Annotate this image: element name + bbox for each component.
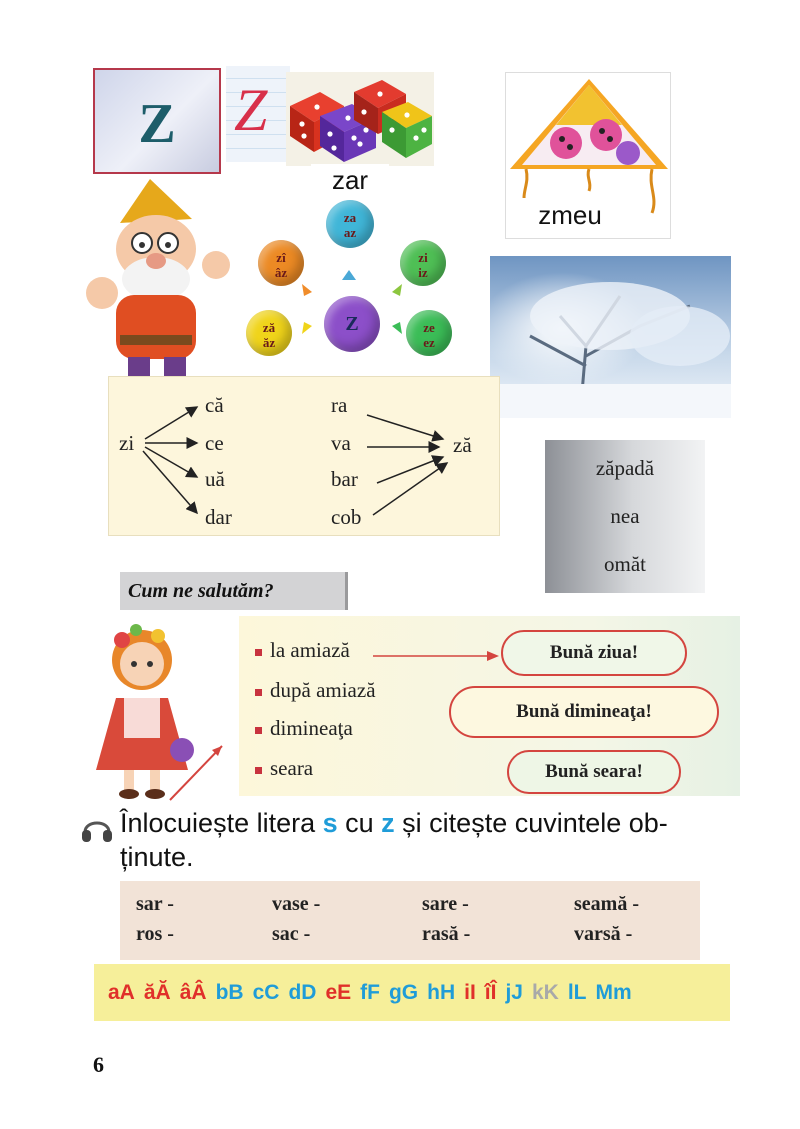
greeting-phrase: Bună seara! (507, 750, 681, 794)
alphabet-strip (94, 964, 730, 1021)
bullet-icon (255, 689, 262, 696)
alphabet-letter-pair: kK (531, 981, 559, 1004)
bullet-icon (255, 767, 262, 774)
greeting-time: după amiază (255, 678, 376, 703)
ending-word: că (205, 393, 224, 417)
exercise-word: varsă - (574, 923, 633, 945)
exercise-word-table (120, 881, 700, 960)
alphabet-letter-pair: fF (360, 981, 380, 1004)
word-building-table (108, 376, 500, 536)
alphabet-letter-pair: lL (567, 981, 587, 1004)
greeting-time: dimineaţa (255, 716, 353, 741)
alphabet-letter-pair: Mm (595, 981, 632, 1004)
headphones-icon (80, 812, 114, 844)
dice-image (286, 72, 434, 166)
greeting-phrase: Bună dimineaţa! (449, 686, 719, 738)
kite-caption: zmeu (520, 198, 620, 232)
letter-z: z (381, 808, 395, 838)
bullet-icon (255, 727, 262, 734)
girl-image (96, 620, 228, 802)
letter-card-letter: Z (138, 93, 176, 155)
alphabet-letter-pair: âÂ (179, 981, 207, 1004)
ending-word: ce (205, 431, 224, 455)
start-word: bar (331, 467, 358, 491)
root-word: zi (119, 431, 135, 455)
script-letter: Z (234, 77, 268, 143)
bullet-icon (255, 649, 262, 656)
exercise-word: sac - (272, 923, 311, 945)
greeting-time: seara (255, 756, 313, 781)
syllable-diagram (232, 198, 480, 382)
greeting-panel (239, 616, 740, 796)
gnome-image (80, 175, 235, 390)
synonym-word: omăt (604, 552, 646, 576)
alphabet-letter-pair: bB (215, 981, 244, 1004)
ending-word: dar (205, 505, 232, 529)
alphabet-letter-pair: hH (427, 981, 456, 1004)
exercise-instruction-continued: ținute. (120, 842, 194, 872)
syllable-center: Z (324, 296, 380, 352)
dice-caption: zar (311, 164, 389, 198)
alphabet-letter-pair: gG (388, 981, 419, 1004)
start-word: cob (331, 505, 362, 529)
letter-card (93, 68, 221, 174)
greeting-time: la amiază (255, 638, 350, 663)
ending-word: uă (205, 467, 225, 491)
syllable-bubble: ză ăz (246, 310, 292, 356)
exercise-word: vase - (272, 893, 321, 915)
alphabet-letter-pair: eE (325, 981, 352, 1004)
syllable-bubble: za az (326, 200, 374, 248)
start-word: va (331, 431, 351, 455)
syllable-bubble: zî âz (258, 240, 304, 286)
snow-synonyms-box (545, 440, 705, 593)
start-word: ra (331, 393, 348, 417)
alphabet-letter-pair: îÎ (484, 981, 497, 1004)
syllable-bubble: zi iz (400, 240, 446, 286)
alphabet-letter-pair: iI (464, 981, 476, 1004)
synonym-word: nea (610, 504, 640, 528)
exercise-word: ros - (136, 923, 174, 945)
alphabet-letter-pair: jJ (505, 981, 523, 1004)
root-word: ză (453, 433, 472, 457)
alphabet-letter-pair: aA (108, 981, 135, 1004)
synonym-word: zăpadă (595, 456, 655, 480)
letter-s: s (322, 808, 338, 838)
alphabet-letter-pair: ăĂ (143, 981, 171, 1004)
syllable-bubble: ze ez (406, 310, 452, 356)
alphabet-letter-pair: cC (252, 981, 280, 1004)
greeting-phrase: Bună ziua! (501, 630, 687, 676)
snowy-trees-image (490, 256, 731, 418)
page-number: 6 (93, 1052, 104, 1077)
exercise-word: sar - (136, 893, 174, 915)
alphabet-letter-pair: dD (288, 981, 317, 1004)
exercise-word: seamă - (574, 893, 639, 915)
exercise-instruction: Înlocuiește litera s cu z și citește cuvintele ob- (120, 808, 668, 838)
exercise-word: sare - (422, 893, 469, 915)
greeting-heading: Cum ne salutăm? (120, 572, 348, 610)
exercise-word: rasă - (422, 923, 471, 945)
script-letter-tile (226, 66, 290, 162)
